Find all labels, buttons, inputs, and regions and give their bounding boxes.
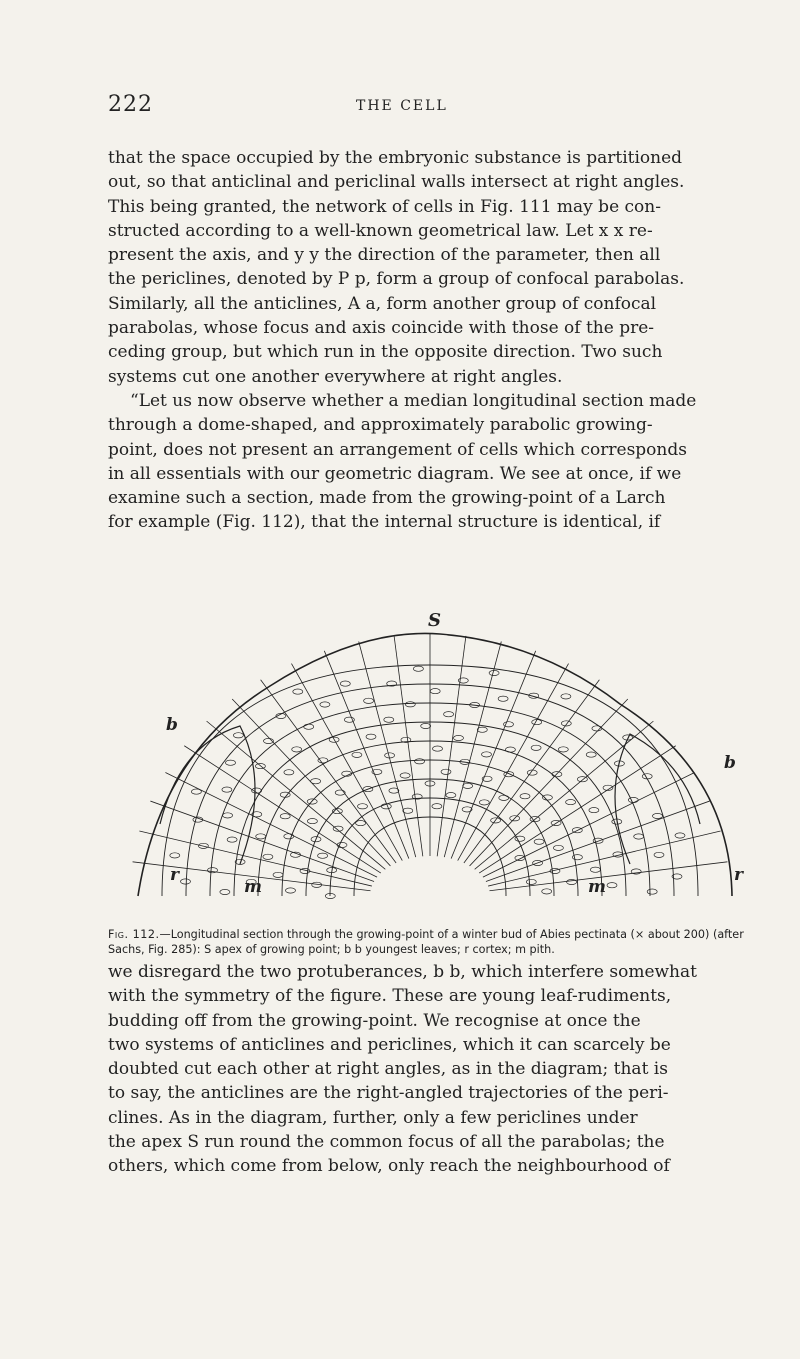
caption-text: —Longitudinal section through the growing-point of a winter bud of Abies pectinata (× about 200) (after Sachs, Fig. 285): S apex of growing point; b b youngest leaves; r cortex; m pith. <box>108 928 744 957</box>
figure-label-r-left: r <box>170 865 179 885</box>
text-line: present the axis, and y y the direction of the parameter, then all <box>108 245 661 266</box>
paragraph-1 <box>108 146 758 535</box>
text-line: systems cut one another everywhere at right angles. <box>108 366 563 387</box>
text-line: Similarly, all the anticlines, A a, form another group of confocal <box>108 293 657 314</box>
text-line: that the space occupied by the embryonic substance is partitioned <box>108 148 683 168</box>
figure-label-b-left: b <box>166 715 178 735</box>
text-line: two systems of anticlines and periclines, which it can scarcely be <box>108 1034 671 1055</box>
text-line: with the symmetry of the figure. These are young leaf-rudiments, <box>108 986 672 1007</box>
figure-112-illustration <box>120 634 743 926</box>
figure-label-apex: S <box>428 610 441 631</box>
text-line: out, so that anticlinal and periclinal walls intersect at right angles. <box>108 172 685 193</box>
text-line: clines. As in the diagram, further, only a few periclines under <box>108 1107 638 1128</box>
figure-caption <box>108 927 760 958</box>
text-line: others, which come from below, only reach the neighbourhood of <box>108 1156 670 1177</box>
text-line: for example (Fig. 112), that the internal structure is identical, if <box>108 512 661 533</box>
text-line: budding off from the growing-point. We recognise at once the <box>108 1010 641 1031</box>
figure-label-m-right: m <box>588 877 606 897</box>
text-line: through a dome-shaped, and approximately parabolic growing- <box>108 415 653 436</box>
text-line: parabolas, whose focus and axis coincide with those of the pre- <box>108 318 655 339</box>
figure-label-r-right: r <box>734 865 743 885</box>
page-number: 222 <box>108 92 153 117</box>
text-line: examine such a section, made from the growing-point of a Larch <box>108 488 666 509</box>
text-line: in all essentials with our geometric diagram. We see at once, if we <box>108 463 682 484</box>
text-line: the apex S run round the common focus of all the parabolas; the <box>108 1132 665 1153</box>
page-header <box>108 92 738 122</box>
paragraph-2 <box>108 960 758 1179</box>
text-line: point, does not present an arrangement of cells which corresponds <box>108 439 687 460</box>
text-line: ceding group, but which run in the opposite direction. Two such <box>108 342 663 363</box>
figure-label-b-right: b <box>724 753 736 773</box>
text-line: to say, the anticlines are the right-angled trajectories of the peri- <box>108 1083 669 1104</box>
text-line: the periclines, denoted by P p, form a group of confocal parabolas. <box>108 269 685 290</box>
caption-label: Fig. 112. <box>108 928 160 941</box>
text-line: “Let us now observe whether a median longitudinal section made <box>130 390 697 411</box>
growing-point-section-drawing <box>120 634 743 926</box>
running-head: THE CELL <box>356 98 448 114</box>
text-line: doubted cut each other at right angles, as in the diagram; that is <box>108 1059 668 1080</box>
text-line: This being granted, the network of cells in Fig. 111 may be con- <box>108 196 661 217</box>
text-line: we disregard the two protuberances, b b, which interfere somewhat <box>108 962 697 982</box>
text-line: structed according to a well-known geometrical law. Let x x re- <box>108 220 653 241</box>
figure-label-m-left: m <box>244 877 262 897</box>
